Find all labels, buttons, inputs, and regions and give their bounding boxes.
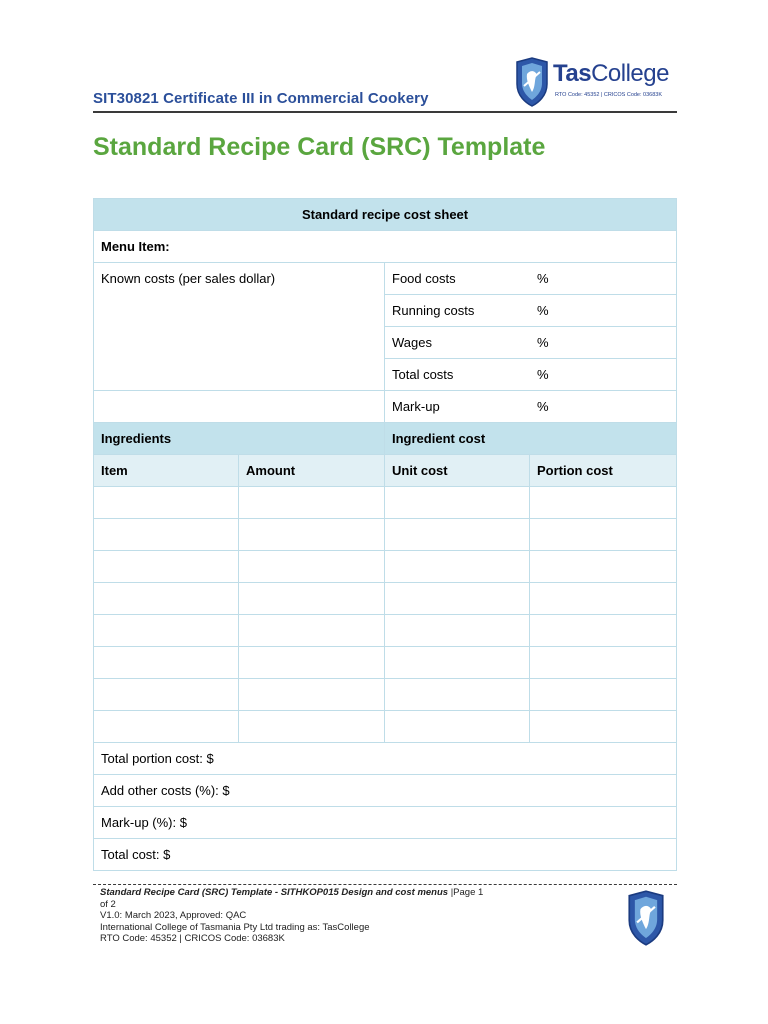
unit-cost-cell[interactable] [385,583,530,615]
page-footer [100,887,540,945]
logo-word-bold: Tas [553,60,592,87]
item-cell[interactable] [94,487,239,519]
item-cell[interactable] [94,551,239,583]
footer-divider [93,884,677,885]
unit-cost-cell[interactable] [385,519,530,551]
known-costs-label: Known costs (per sales dollar) [94,263,385,391]
column-header-portion-cost: Portion cost [530,455,677,487]
percent-unit: % [537,367,549,382]
table-row [94,487,677,519]
table-row [94,711,677,743]
amount-cell[interactable] [239,615,385,647]
portion-cost-cell[interactable] [530,519,677,551]
known-cost-label: Wages [392,335,432,350]
portion-cost-cell[interactable] [530,615,677,647]
unit-cost-cell[interactable] [385,711,530,743]
item-cell[interactable] [94,583,239,615]
amount-cell[interactable] [239,519,385,551]
item-cell[interactable] [94,615,239,647]
known-cost-label: Running costs [392,303,475,318]
footer-doc-title: Standard Recipe Card (SRC) Template - SITHKOP015 Design and cost menus [100,887,449,898]
amount-cell[interactable] [239,551,385,583]
unit-cost-cell[interactable] [385,551,530,583]
unit-cost-cell[interactable] [385,647,530,679]
logo-codes: RTO Code: 45352 | CRICOS Code: 03683K [555,92,663,98]
header-divider [93,111,677,113]
portion-cost-cell[interactable] [530,711,677,743]
menu-item-label: Menu Item: [94,231,677,263]
ingredients-heading: Ingredients [94,423,385,455]
footer-page-number: |Page 1 [450,887,484,898]
ingredient-cost-heading: Ingredient cost [385,423,677,455]
shield-icon [514,56,550,108]
known-cost-row [385,295,677,327]
known-cost-label: Food costs [392,271,456,286]
empty-cell [94,391,385,423]
footer-codes: RTO Code: 45352 | CRICOS Code: 03683K [100,933,285,944]
item-cell[interactable] [94,711,239,743]
known-cost-row [385,327,677,359]
known-cost-row [385,263,677,295]
item-cell[interactable] [94,519,239,551]
total-cost: Total cost: $ [94,839,677,871]
logo-word-rest: College [591,60,669,87]
add-other-costs: Add other costs (%): $ [94,775,677,807]
table-row [94,647,677,679]
amount-cell[interactable] [239,487,385,519]
column-header-amount: Amount [239,455,385,487]
course-title: SIT30821 Certificate III in Commercial Cookery [93,90,429,107]
table-row [94,519,677,551]
portion-cost-cell[interactable] [530,487,677,519]
amount-cell[interactable] [239,647,385,679]
page-title: Standard Recipe Card (SRC) Template [93,133,546,161]
total-portion-cost: Total portion cost: $ [94,743,677,775]
column-header-unit-cost: Unit cost [385,455,530,487]
percent-unit: % [537,271,549,286]
markup-total: Mark-up (%): $ [94,807,677,839]
unit-cost-cell[interactable] [385,487,530,519]
table-row [94,615,677,647]
known-cost-label: Mark-up [392,399,440,414]
cost-sheet-heading: Standard recipe cost sheet [94,199,677,231]
item-cell[interactable] [94,679,239,711]
portion-cost-cell[interactable] [530,647,677,679]
amount-cell[interactable] [239,583,385,615]
percent-unit: % [537,335,549,350]
table-row [94,679,677,711]
unit-cost-cell[interactable] [385,679,530,711]
unit-cost-cell[interactable] [385,615,530,647]
table-row [94,583,677,615]
tascollege-logo [514,56,674,108]
known-cost-row [385,391,677,423]
footer-page-total: of 2 [100,898,116,910]
item-cell[interactable] [94,647,239,679]
percent-unit: % [537,303,549,318]
amount-cell[interactable] [239,711,385,743]
footer-shield-icon [621,889,671,947]
footer-company: International College of Tasmania Pty Ltd trading as: TasCollege [100,921,370,933]
known-cost-label: Total costs [392,367,454,382]
portion-cost-cell[interactable] [530,679,677,711]
percent-unit: % [537,399,549,414]
recipe-cost-table [93,198,677,871]
portion-cost-cell[interactable] [530,583,677,615]
portion-cost-cell[interactable] [530,551,677,583]
table-row [94,551,677,583]
footer-version: V1.0: March 2023, Approved: QAC [100,910,247,921]
amount-cell[interactable] [239,679,385,711]
column-header-item: Item [94,455,239,487]
known-cost-row [385,359,677,391]
